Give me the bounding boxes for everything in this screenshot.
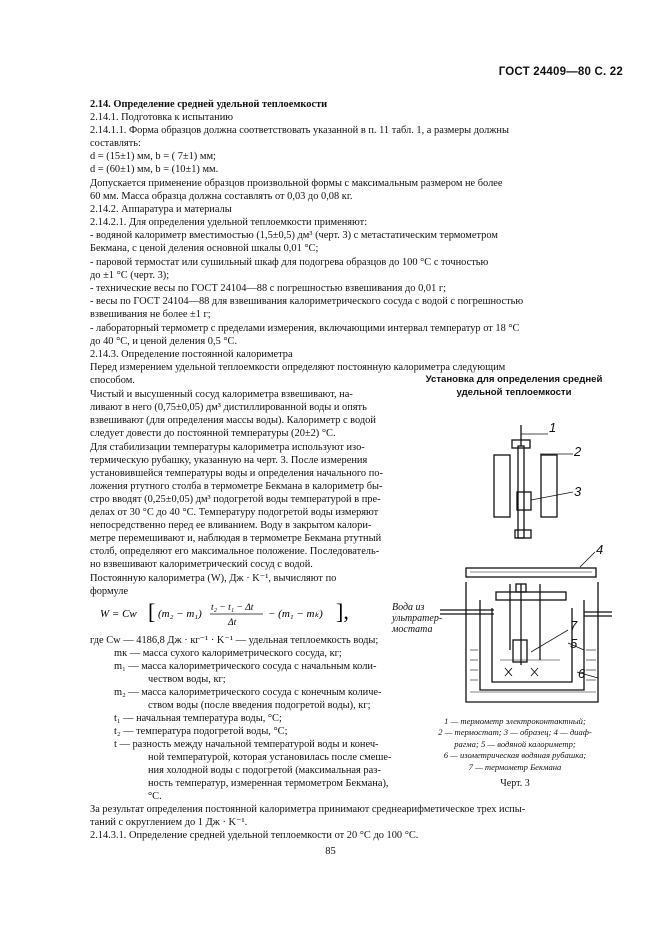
text-line: ложения ртутного столба в термометре Бекмана в калориметр бы- [90, 481, 383, 492]
formula-numerator: t₂ − t₁ − Δt [211, 603, 254, 613]
formula-lhs: W = Cw [100, 608, 137, 620]
text-line: где Cw — 4186,8 Дж · кг⁻¹ · K⁻¹ — удельная теплоемкость воды; [90, 635, 379, 646]
formula-close-bracket: ], [336, 599, 349, 624]
text-line: стро вводят (0,25±0,05) дм³ подогретой воды температурой в пре- [90, 494, 381, 505]
page-number: 85 [325, 846, 336, 857]
text-line: 2.14. Определение средней удельной теплоемкости [90, 99, 328, 110]
text-line: t₂ — температура подогретой воды, °C; [114, 726, 288, 737]
label-7: 7 [570, 618, 578, 633]
label-5: 5 [570, 636, 578, 651]
text-line: до 40 °C, и ценой деления 0,5 °C. [90, 336, 238, 347]
text-line: 2.14.2.1. Для определения удельной теплоемкости применяют: [90, 217, 368, 228]
text-line: - лабораторный термометр с пределами измерения, включающими интервал температур от 18 °C [90, 323, 520, 334]
formula-term-b: − (m₁ − mₖ) [268, 608, 323, 620]
text-line: до ±1 °C (черт. 3); [90, 270, 170, 281]
text-line: - весы по ГОСТ 24104—88 для взвешивания калориметрического сосуда с водой с погрешностью [90, 296, 524, 307]
label-4: 4 [596, 542, 604, 557]
text-line: делах от 30 °C до 40 °C. Температуру подогретой воды измеряют [90, 507, 379, 518]
text-line: m₁ — масса калориметрического сосуда с начальным коли- [114, 661, 377, 672]
figure-title [405, 374, 623, 399]
apparatus-diagram [390, 400, 630, 710]
text-line: Перед измерением удельной теплоемкости определяют постоянную калориметра следующим [90, 362, 506, 373]
text-line: Чистый и высушенный сосуд калориметра взвешивают, на- [90, 389, 353, 400]
text-line: способом. [90, 375, 135, 386]
text-line: ливают в него (0,75±0,05) дм³ дистиллированной воды и опять [90, 402, 367, 413]
inlet-label-3: мостата [392, 624, 433, 635]
text-line: - технические весы по ГОСТ 24104—88 с погрешностью взвешивания до 0,01 г; [90, 283, 447, 294]
label-3: 3 [574, 484, 582, 499]
text-line: t — разность между начальной температурой воды и конеч- [114, 739, 379, 750]
text-line: Бекмана, с ценой деления основной шкалы 0,01 °C; [90, 243, 319, 254]
text-line: ность температур, измеренная термометром Бекмана), [148, 778, 389, 789]
text-line: метре перемешивают и, наблюдая в термометре Бекмана ртутный [90, 533, 382, 544]
formula-open-bracket: [ [148, 599, 156, 624]
inlet-label-1: Вода из [392, 602, 425, 613]
text-line: За результат определения постоянной калориметра принимают среднеарифметическое трех испы- [90, 804, 526, 815]
text-line: m₂ — масса калориметрического сосуда с конечным количе- [114, 687, 382, 698]
figure-title-line-1: Установка для определения средней [425, 374, 603, 385]
text-line: ния холодной воды с подогретой (максимальная раз- [148, 765, 381, 776]
formula-term-a: (m₂ − m₁) [158, 608, 202, 620]
text-line: °C. [148, 791, 162, 802]
text-line: Постоянную калориметра (W), Дж · K⁻¹, вычисляют по [90, 573, 337, 584]
caption-line: рагма; 5 — водяной калориметр; [454, 738, 576, 749]
formula-denominator: Δt [228, 618, 237, 628]
text-line: - водяной калориметр вместимостью (1,5±0,5) дм³ (черт. 3) с метастатическим термометром [90, 230, 498, 241]
figure-title-line-2: удельной теплоемкости [456, 386, 572, 398]
text-line: чеством воды, кг; [148, 674, 226, 685]
text-line: 60 мм. Масса образца должна составлять от 0,03 до 0,08 кг. [90, 191, 353, 202]
caption-line: 2 — термостат; 3 — образец; 4 — диаф- [438, 727, 592, 738]
text-line: следует довести до постоянной температуры (20±2) °C. [90, 428, 336, 439]
text-line: Допускается применение образцов произвольной формы с максимальным размером не более [90, 178, 503, 189]
text-line: d = (15±1) мм, b = ( 7±1) мм; [90, 151, 216, 162]
text-line: составлять: [90, 138, 141, 149]
text-line: таний с округлением до 1 Дж · K⁻¹. [90, 817, 248, 828]
caption-line: 6 — изометрическая водяная рубашка; [443, 750, 587, 761]
caption-line: 1 — термометр электроконтактный; [444, 716, 586, 726]
inlet-label-2: ультратер- [392, 613, 443, 624]
text-line: mк — масса сухого калориметрического сосуда, кг; [114, 648, 342, 659]
text-line: 2.14.3.1. Определение средней удельной теплоемкости от 20 °C до 100 °C. [90, 830, 419, 841]
text-line: t₁ — начальная температура воды, °C; [114, 713, 282, 724]
text-line: 2.14.1. Подготовка к испытанию [90, 112, 234, 123]
text-line: 2.14.3. Определение постоянной калориметра [90, 349, 293, 360]
text-line: Для стабилизации температуры калориметра используют изо- [90, 442, 365, 453]
label-2: 2 [574, 444, 582, 459]
text-line: формуле [90, 586, 129, 597]
text-line: - паровой термостат или сушильный шкаф для подогрева образцов до 100 °C с точностью [90, 257, 489, 268]
text-line: 2.14.2. Аппаратура и материалы [90, 204, 232, 215]
text-line: столб, определяют его максимальное положение. Последователь- [90, 546, 380, 557]
text-line: ством воды (после введения подогретой воды), кг; [148, 700, 371, 711]
text-line: взвешивания не более ±1 г; [90, 309, 211, 320]
text-line: 2.14.1.1. Форма образцов должна соответствовать указанной в п. 11 табл. 1, а размеры должны [90, 125, 509, 136]
text-line: взвешивают (для определения массы воды). Калориметр с водой [90, 415, 376, 426]
caption-line: 7 — термометр Бекмана [468, 761, 562, 772]
text-line: но взвешивают калориметрический сосуд с водой. [90, 559, 313, 570]
text-line: термическую рубашку, указанную на черт. 3. После измерения [90, 455, 368, 466]
text-line: установившейся температуры воды и определения начального по- [90, 468, 383, 479]
label-1: 1 [549, 420, 557, 435]
text-line: ной температурой, которая установилась после смеше- [148, 752, 392, 763]
page-header: ГОСТ 24409—80 С. 22 [498, 66, 623, 78]
calorimeter-formula [100, 597, 400, 631]
label-6: 6 [578, 666, 586, 681]
text-line: непосредственно перед ее вливанием. Воду в закрытом калори- [90, 520, 372, 531]
figure-name: Черт. 3 [500, 778, 530, 789]
text-line: d = (60±1) мм, b = (10±1) мм. [90, 164, 219, 175]
